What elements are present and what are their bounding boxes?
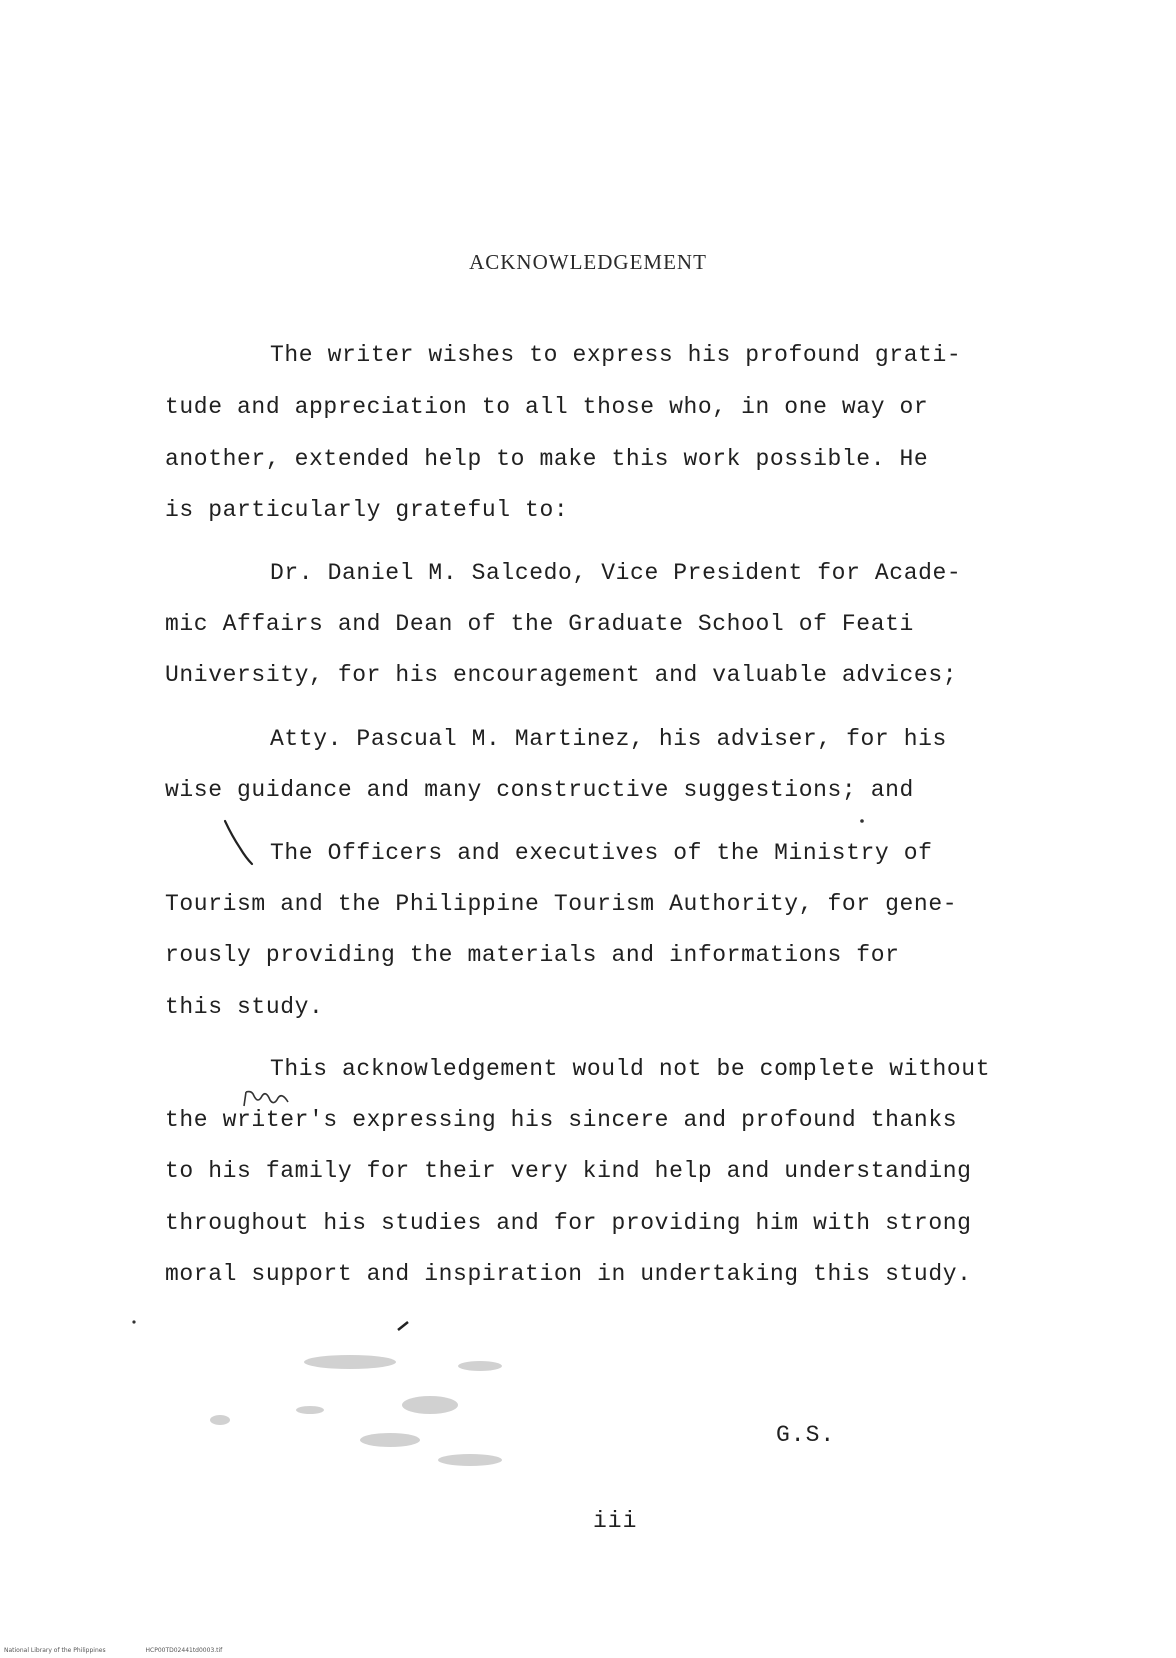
- scan-footer: [4, 1647, 260, 1654]
- footer-library-name: National Library of the Philippines: [4, 1647, 106, 1654]
- paragraph-4-line-1: The Officers and executives of the Ministry of: [270, 840, 933, 866]
- paragraph-1-line-2: tude and appreciation to all those who, in one way or: [165, 394, 929, 420]
- paragraph-2-line-2: mic Affairs and Dean of the Graduate School of Feati: [165, 611, 914, 637]
- paragraph-2-line-3: University, for his encouragement and valuable advices;: [165, 662, 958, 688]
- stray-dot-mark: [858, 817, 866, 825]
- paragraph-4-line-3: rously providing the materials and informations for: [165, 942, 900, 968]
- paragraph-5-line-3: to his family for their very kind help and understanding: [165, 1158, 972, 1184]
- paragraph-3-line-1: Atty. Pascual M. Martinez, his adviser, for his: [270, 726, 947, 752]
- paragraph-5-line-4: throughout his studies and for providing him with strong: [165, 1210, 972, 1236]
- faded-stamp-smudge: [200, 1340, 580, 1490]
- stray-dot-mark-left: [130, 1318, 138, 1326]
- paragraph-1-line-3: another, extended help to make this work possible. He: [165, 446, 929, 472]
- signature-initials: G.S.: [776, 1422, 836, 1448]
- paragraph-5-line-2: the writer's expressing his sincere and profound thanks: [165, 1107, 958, 1133]
- paragraph-1-line-1: The writer wishes to express his profound grati-: [270, 342, 962, 368]
- page-title: ACKNOWLEDGEMENT: [469, 250, 707, 274]
- page-number: iii: [593, 1508, 638, 1534]
- paragraph-3-line-2: wise guidance and many constructive suggestions; and: [165, 777, 914, 803]
- handwritten-margin-mark: [222, 818, 256, 868]
- paragraph-4-line-2: Tourism and the Philippine Tourism Authority, for gene-: [165, 891, 958, 917]
- stray-tick-mark: [396, 1318, 412, 1334]
- paragraph-1-line-4: is particularly grateful to:: [165, 497, 569, 523]
- paragraph-2-line-1: Dr. Daniel M. Salcedo, Vice President for Acade-: [270, 560, 962, 586]
- paragraph-5-line-5: moral support and inspiration in undertaking this study.: [165, 1261, 972, 1287]
- footer-file-id: HCP00TD02441td0003.tif: [145, 1647, 223, 1654]
- paragraph-4-line-4: this study.: [165, 994, 324, 1020]
- paragraph-5-line-1: This acknowledgement would not be complete without: [270, 1056, 991, 1082]
